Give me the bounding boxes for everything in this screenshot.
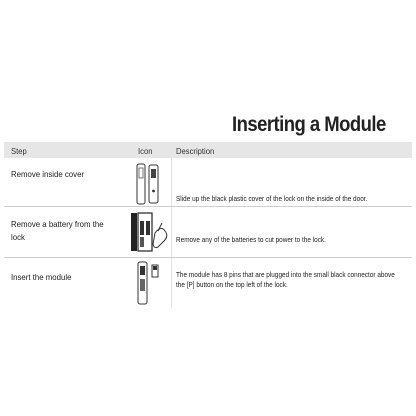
table-row xyxy=(4,158,412,207)
step-description: The module has 8 pins that are plugged into the small black connector above the [P] button on the top left of the lock. xyxy=(176,270,395,289)
column-divider xyxy=(171,158,172,206)
table-row xyxy=(4,258,412,308)
page-title: Inserting a Module xyxy=(232,113,386,136)
step-label: Remove inside cover xyxy=(11,169,85,179)
header-step: Step xyxy=(11,146,27,156)
step-label: Insert the module xyxy=(11,272,72,282)
step-description: Slide up the black plastic cover of the lock on the inside of the door. xyxy=(176,194,368,203)
table-row xyxy=(4,207,412,258)
header-description: Description xyxy=(176,146,215,156)
step-description: Remove any of the batteries to cut power to the lock. xyxy=(176,235,326,244)
module-insert-icon xyxy=(132,261,168,310)
header-icon: Icon xyxy=(138,146,153,156)
lock-inside-cover-icon xyxy=(130,163,166,210)
battery-removal-icon xyxy=(129,211,173,258)
steps-table xyxy=(4,142,412,308)
column-divider xyxy=(171,258,172,308)
step-label: Remove a battery from the lock xyxy=(11,219,104,242)
table-header xyxy=(4,142,412,158)
